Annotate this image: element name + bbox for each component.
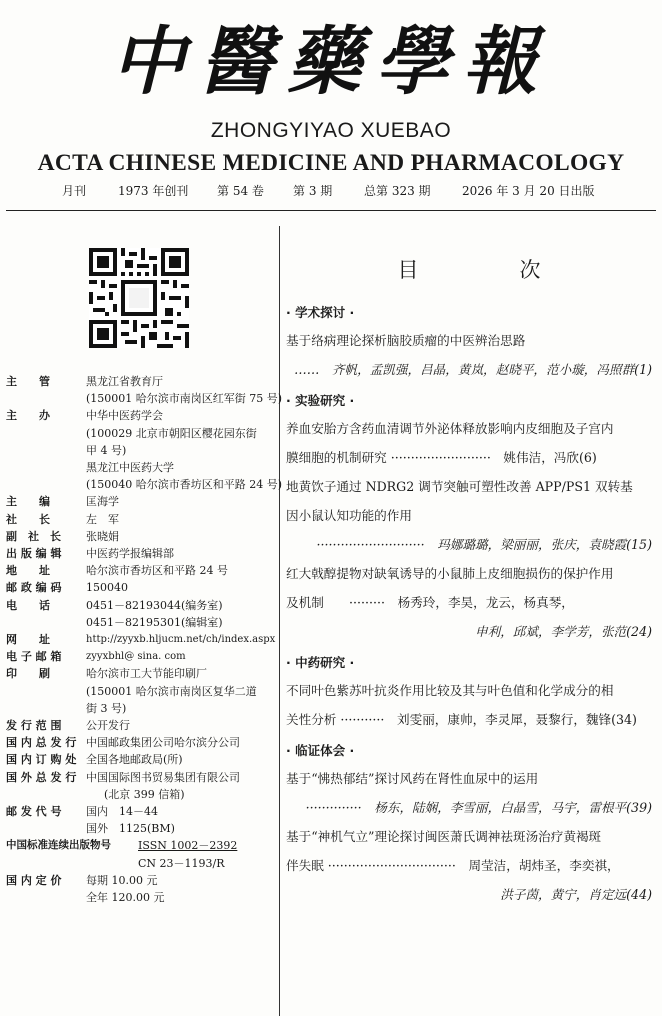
section-heading: · 临证体会 · xyxy=(286,743,355,758)
publication-info xyxy=(6,373,283,906)
info-row xyxy=(6,751,276,768)
info-label: 国 内 总 发 行 xyxy=(6,736,77,750)
info-label: 邮 发 代 号 xyxy=(6,805,62,819)
article-authors: …… 齐帆，孟凯强，吕晶，黄岚，赵晓平，范小璇，冯照群(1) xyxy=(294,362,652,377)
info-row xyxy=(6,545,276,562)
qr-code-icon xyxy=(89,248,189,348)
article-authors: 洪子茵，黄宁，肖定远(44) xyxy=(500,887,652,902)
founded-year: 1973 年创刊 xyxy=(118,184,189,198)
section-heading: · 中药研究 · xyxy=(286,655,355,670)
article-title-cont[interactable]: 及机制 ········· 杨秀玲，李昊，龙云，杨真琴， xyxy=(286,595,574,610)
info-value: 150040 xyxy=(86,581,128,595)
info-value: 每期 10.00 元 全年 120.00 元 xyxy=(86,873,165,905)
info-row xyxy=(6,597,276,631)
column-divider xyxy=(279,226,280,1016)
info-label: 国 内 订 购 处 xyxy=(6,753,77,767)
info-row xyxy=(6,373,283,407)
info-value: 0451－82193044(编务室) 0451－82195301(编辑室) xyxy=(86,598,223,629)
journal-calligraphy-title: 中醫藥學報 xyxy=(111,19,551,105)
info-row xyxy=(6,717,276,734)
info-value: 中国邮政集团公司哈尔滨分公司 xyxy=(86,736,240,750)
info-row xyxy=(6,579,276,596)
info-row xyxy=(6,665,276,717)
info-value: 左 军 xyxy=(86,512,119,526)
email-link[interactable]: zyyxbhl@ sina. com xyxy=(86,651,186,663)
info-value: 中华中医药学会 (100029 北京市朝阳区樱花园东街 甲 4 号) 黑龙江中医药大学 (150040 哈尔滨市香坊区和平路 24 号) xyxy=(86,409,283,492)
info-row xyxy=(6,407,283,493)
info-value: 黑龙江省教育厅 (150001 哈尔滨市南岗区红军街 75 号) xyxy=(86,375,283,406)
info-row xyxy=(6,562,276,579)
section-heading: · 学术探讨 · xyxy=(286,305,355,320)
article-title[interactable]: 地黄饮子通过 NDRG2 调节突触可塑性改善 APP/PS1 双转基 xyxy=(286,479,633,494)
table-of-contents xyxy=(286,252,652,909)
info-label: 出 版 编 辑 xyxy=(6,547,62,561)
info-row xyxy=(6,837,276,871)
info-row xyxy=(6,803,276,837)
article-title[interactable]: 养血安胎方含药血清调节外泌体释放影响内皮细胞及子宫内 xyxy=(286,421,614,436)
info-row xyxy=(6,648,276,665)
info-value: 张晓娟 xyxy=(86,529,119,543)
volume-number: 第 54 卷 xyxy=(217,184,264,198)
info-row xyxy=(6,769,276,803)
article-title[interactable]: 基于“怫热郁结”探讨风药在肾性血尿中的运用 xyxy=(286,771,539,786)
info-row xyxy=(6,528,276,545)
section-heading: · 实验研究 · xyxy=(286,393,355,408)
header-divider xyxy=(6,210,656,211)
total-issue-number: 总第 323 期 xyxy=(364,184,431,198)
info-label: 主 办 xyxy=(6,409,50,423)
publish-date: 2026 年 3 月 20 日出版 xyxy=(462,184,595,198)
toc-title: 目 次 xyxy=(397,258,581,282)
article-title[interactable]: 红大戟醇提物对缺氧诱导的小鼠肺上皮细胞损伤的保护作用 xyxy=(286,566,614,581)
info-label: 中国标准连续出版物号 xyxy=(6,839,111,852)
article-authors: 申利，邱斌，李学芳，张范(24) xyxy=(475,624,652,639)
journal-pinyin-title: ZHONGYIYAO XUEBAO xyxy=(210,119,452,142)
info-value: 哈尔滨市工大节能印刷厂 (150001 哈尔滨市南岗区复华二道 街 3 号) xyxy=(86,667,257,715)
info-row xyxy=(6,631,276,648)
info-value: 国内 14－44 国外 1125(BM) xyxy=(86,805,175,836)
info-row xyxy=(6,511,276,528)
info-value: 全国各地邮政局(所) xyxy=(86,753,183,767)
info-label: 主 管 xyxy=(6,375,50,388)
info-label: 主 编 xyxy=(6,495,50,509)
info-value: 匡海学 xyxy=(86,495,119,509)
info-label: 副 社 长 xyxy=(6,529,61,543)
journal-english-title: ACTA CHINESE MEDICINE AND PHARMACOLOGY xyxy=(37,150,625,176)
article-authors: ··························· 玛娜璐璐，梁丽丽，张庆，袁晓霞(15) xyxy=(316,537,652,552)
info-label: 电 子 邮 箱 xyxy=(6,650,62,664)
info-label: 国 外 总 发 行 xyxy=(6,770,77,784)
info-row xyxy=(6,493,276,510)
info-row xyxy=(6,734,276,751)
article-title[interactable]: 基于络病理论探析脑胶质瘤的中医辨治思路 xyxy=(286,333,526,348)
info-label: 印 刷 xyxy=(6,667,50,681)
info-value: 哈尔滨市香坊区和平路 24 号 xyxy=(86,564,228,578)
info-label: 发 行 范 围 xyxy=(6,719,62,733)
article-title-cont[interactable]: 伴失眠 ································ 周莹洁，胡炜圣，李奕祺， xyxy=(286,858,620,873)
info-label: 网 址 xyxy=(6,633,50,647)
info-value: 中医药学报编辑部 xyxy=(86,547,174,561)
issue-number: 第 3 期 xyxy=(293,184,333,198)
article-title[interactable]: 基于“神机气立”理论探讨闽医萧氏调神祛斑汤治疗黄褐斑 xyxy=(286,829,602,844)
info-label: 电 话 xyxy=(6,598,50,612)
info-label: 地 址 xyxy=(6,564,50,578)
article-title-cont[interactable]: 膜细胞的机制研究 ························· 姚伟洁，冯欣(6) xyxy=(286,450,597,465)
info-row xyxy=(6,872,276,906)
website-link[interactable]: http://zyyxb.hljucm.net/ch/index.aspx xyxy=(86,634,276,646)
info-value: 中国国际图书贸易集团有限公司 (北京 399 信箱) xyxy=(86,770,240,801)
info-label: 邮 政 编 码 xyxy=(6,581,62,595)
masthead xyxy=(0,0,662,212)
article-title-cont[interactable]: 因小鼠认知功能的作用 xyxy=(286,508,412,523)
article-authors: ·············· 杨东，陆娴，李雪丽，白晶雪，马宇，雷根平(39) xyxy=(305,800,652,815)
article-title-cont[interactable]: 关性分析 ··········· 刘雯丽，康帅，李灵犀，聂黎行，魏锋(34) xyxy=(286,712,637,727)
info-label: 社 长 xyxy=(6,512,50,526)
article-title[interactable]: 不同叶色紫苏叶抗炎作用比较及其与叶色值和化学成分的相 xyxy=(286,683,614,698)
info-value: ISSN 1002－2392 CN 23－1193/R xyxy=(138,839,238,870)
info-label: 国 内 定 价 xyxy=(6,873,62,887)
info-value: 公开发行 xyxy=(86,719,130,733)
frequency: 月刊 xyxy=(62,184,87,198)
